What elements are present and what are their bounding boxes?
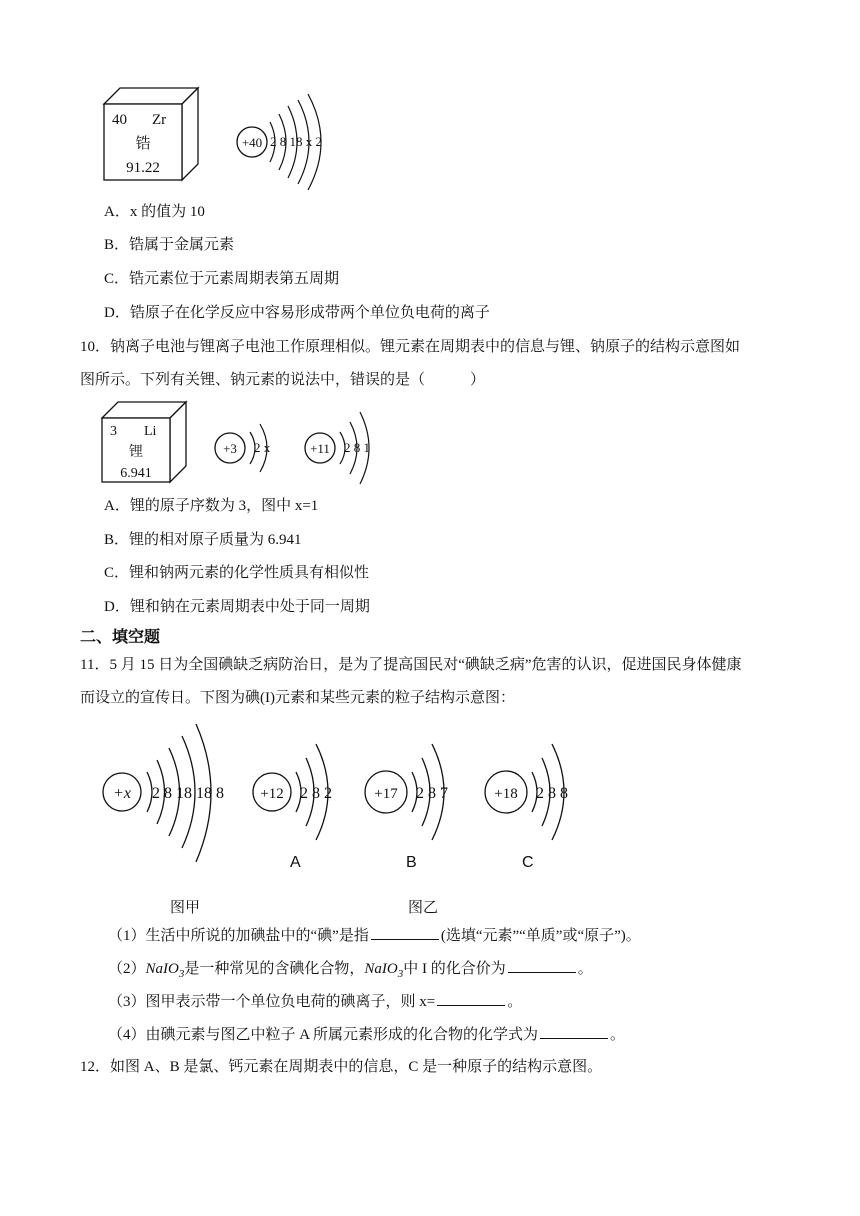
q10-option-d: D．锂和钠在元素周期表中处于同一周期 [104,599,370,615]
particle-b-diagram [360,738,460,848]
q11-sub4: （4）由碘元素与图乙中粒子 A 所属元素形成的化合物的化学式为 。 [108,1024,625,1045]
answer-blank-4[interactable] [540,1024,608,1039]
q11-sub2: （2）NaIO$_3$是一种常见的含碘化合物，NaIO$_3$中 I 的化合价为 。 [108,958,593,984]
q10-option-c: C．锂和钠两元素的化学性质具有相似性 [104,565,370,581]
q11-stem-line2: 而设立的宣传日。下图为碘(I)元素和某些元素的粒子结构示意图： [80,690,515,706]
q10-stem-line2: 图所示。下列有关锂、钠元素的说法中，错误的是（ ） [80,372,486,388]
zr-symbol: Zr [152,112,167,128]
zr-element-card [96,84,208,188]
zr-atomic-number: 40 [112,112,127,128]
q10-stem-line1: 10．钠离子电池与锂离子电池工作原理相似。锂元素在周期表中的信息与锂、钠原子的结构示意图如 [80,339,741,355]
li-mass: 6.941 [120,466,152,481]
q11-stem-line1: 11．5 月 15 日为全国碘缺乏病防治日，是为了提高国民对“碘缺乏病”危害的认识，促进国民身体健康 [80,657,742,673]
particle-c-nucleus-charge: +18 [494,786,518,802]
li-element-card [96,398,192,488]
iodine-ion-diagram [98,716,232,872]
answer-blank-3[interactable] [437,991,505,1006]
particle-a-electron-config: 2 8 2 [300,785,332,802]
zr-electron-config: 2 8 18 x 2 [270,134,322,149]
answer-blank-1[interactable] [371,925,439,940]
figure-jia-caption: 图甲 [170,900,201,916]
zr-nucleus-charge: +40 [241,135,263,150]
section-heading-fill-in: 二、填空题 [80,627,161,646]
zr-name: 锆 [135,136,151,152]
zr-atom-diagram [232,88,342,196]
li-atomic-number: 3 [110,424,117,439]
li-atom-diagram [210,418,290,482]
particle-b-label: B [406,854,417,871]
figure-yi-caption: 图乙 [408,900,439,916]
li-electron-config: 2 x [254,440,271,455]
particle-a-diagram [248,738,340,848]
particle-a-nucleus-charge: +12 [260,786,284,802]
q9-option-c: C．锆元素位于元素周期表第五周期 [104,271,340,287]
na-atom-diagram [296,404,386,492]
iodine-nucleus-charge: +x [113,785,131,802]
particle-b-nucleus-charge: +17 [374,786,398,802]
q12-stem: 12．如图 A、B 是氯、钙元素在周期表中的信息，C 是一种原子的结构示意图。 [80,1059,603,1075]
q9-option-a: A．x 的值为 10 [104,204,205,220]
li-nucleus-charge: +3 [223,441,237,456]
particle-c-diagram [480,738,584,848]
q10-option-a: A．锂的原子序数为 3，图中 x=1 [104,498,319,514]
q11-sub1: （1）生活中所说的加碘盐中的“碘”是指 (选填“元素”“单质”或“原子”)。 [108,925,641,946]
particle-b-electron-config: 2 8 7 [416,785,448,802]
q11-sub3: （3）图甲表示带一个单位负电荷的碘离子，则 x= 。 [108,991,522,1012]
q9-option-b: B．锆属于金属元素 [104,237,235,253]
li-symbol: Li [144,424,157,439]
particle-c-label: C [522,854,534,871]
iodine-electron-config: 2 8 18 18 8 [152,785,224,802]
na-electron-config: 2 8 1 [344,440,370,455]
zr-mass: 91.22 [126,160,160,176]
particle-a-label: A [290,854,301,871]
li-name: 锂 [129,445,143,460]
q9-option-d: D．锆原子在化学反应中容易形成带两个单位负电荷的离子 [104,305,490,321]
q10-option-b: B．锂的相对原子质量为 6.941 [104,532,302,548]
na-nucleus-charge: +11 [310,441,330,456]
answer-blank-2[interactable] [508,958,576,973]
particle-c-electron-config: 2 8 8 [536,785,568,802]
